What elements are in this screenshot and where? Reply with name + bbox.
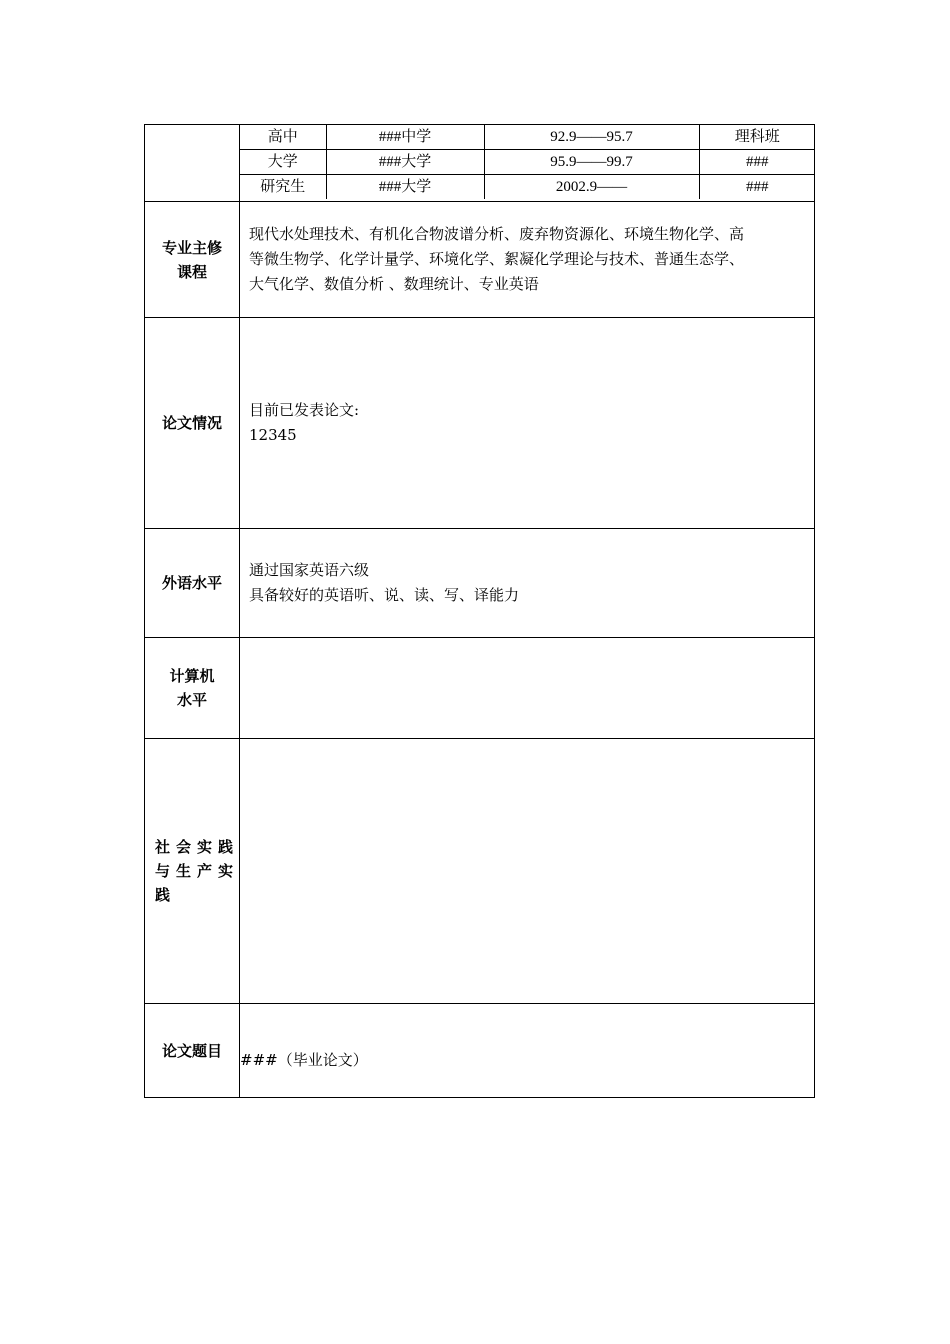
education-table — [240, 125, 815, 199]
practice-row — [145, 739, 815, 1004]
edu-period: 2002.9—— — [484, 175, 699, 200]
papers-line2: 12345 — [249, 426, 297, 444]
edu-period: 92.9——95.7 — [484, 125, 699, 150]
edu-level: 大学 — [240, 150, 326, 175]
computer-label-line2: 水平 — [176, 691, 207, 709]
practice-label-line1: 社会实践 — [155, 838, 240, 856]
edu-school: ###大学 — [326, 175, 484, 200]
thesis-label: 论文题目 — [145, 1004, 240, 1098]
language-row — [145, 529, 815, 638]
edu-note: ### — [699, 150, 815, 175]
papers-line1: 目前已发表论文: — [249, 401, 360, 419]
edu-note: 理科班 — [699, 125, 815, 150]
papers-content — [240, 318, 815, 529]
education-row-university — [240, 150, 815, 175]
courses-row — [145, 202, 815, 318]
education-row-highschool — [240, 125, 815, 150]
thesis-row — [145, 1004, 815, 1098]
courses-line: 等微生物学、化学计量学、环境化学、絮凝化学理论与技术、普通生态学、 — [249, 250, 745, 268]
edu-period: 95.9——99.7 — [484, 150, 699, 175]
education-label-cell — [145, 125, 240, 202]
courses-content — [240, 202, 815, 318]
language-label: 外语水平 — [145, 529, 240, 638]
education-row — [145, 125, 815, 202]
thesis-title: ###（毕业论文） — [240, 1051, 368, 1069]
papers-row — [145, 318, 815, 529]
computer-label — [145, 638, 240, 739]
computer-content — [240, 638, 815, 739]
practice-label-line3: 践 — [155, 886, 177, 904]
practice-label-line2: 与生产实 — [155, 862, 240, 880]
education-cell — [240, 125, 815, 202]
language-line2: 具备较好的英语听、说、读、写、译能力 — [249, 586, 520, 604]
computer-row — [145, 638, 815, 739]
courses-line: 现代水处理技术、有机化合物波谱分析、废弃物资源化、环境生物化学、高 — [249, 225, 745, 243]
papers-label: 论文情况 — [145, 318, 240, 529]
courses-label-line1: 专业主修 — [161, 238, 222, 257]
courses-line: 大气化学、数值分析 、数理统计、专业英语 — [249, 275, 539, 293]
resume-table — [144, 124, 815, 1098]
language-line1: 通过国家英语六级 — [249, 561, 370, 579]
edu-school: ###中学 — [326, 125, 484, 150]
courses-label — [145, 202, 240, 318]
courses-label-line2: 课程 — [176, 262, 207, 281]
computer-label-line1: 计算机 — [169, 667, 215, 685]
practice-label — [145, 739, 240, 1004]
language-content — [240, 529, 815, 638]
edu-level: 研究生 — [240, 175, 326, 200]
education-row-graduate — [240, 175, 815, 200]
thesis-content — [240, 1004, 815, 1098]
edu-level: 高中 — [240, 125, 326, 150]
edu-note: ### — [699, 175, 815, 200]
practice-content — [240, 739, 815, 1004]
edu-school: ###大学 — [326, 150, 484, 175]
